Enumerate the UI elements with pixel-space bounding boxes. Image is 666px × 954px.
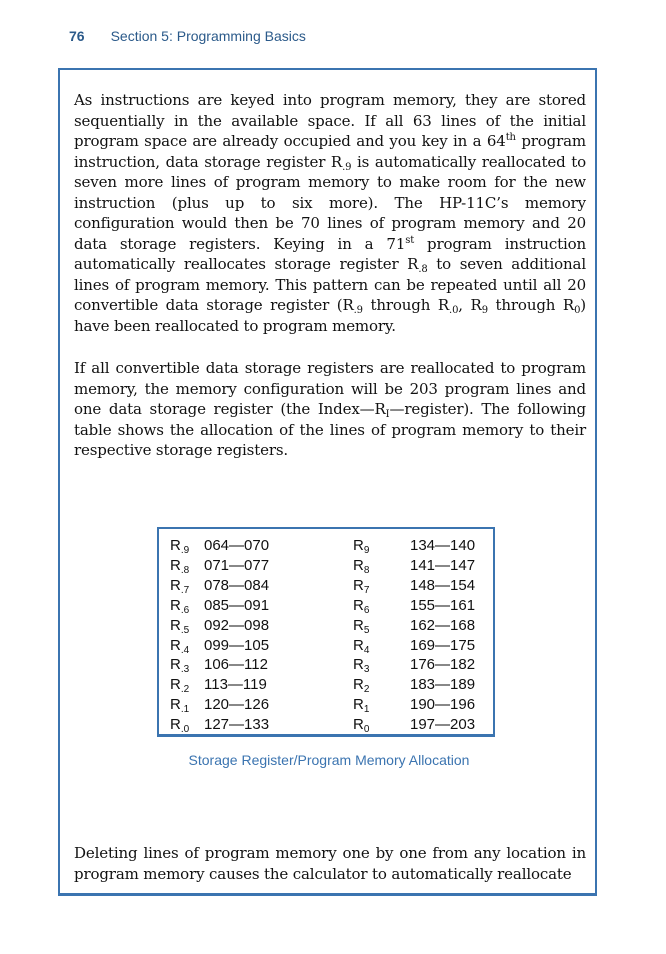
- left-line-range: 092—098: [204, 616, 270, 634]
- right-register: $R_5$: [353, 616, 370, 636]
- table-caption: [0, 752, 666, 768]
- right-line-range: 183—189: [410, 676, 476, 694]
- left-register: $R_{.6}$: [170, 596, 190, 616]
- left-register: $R_{.8}$: [170, 556, 190, 576]
- left-line-range: 113—119: [204, 676, 267, 694]
- page-number: 76: [69, 28, 85, 44]
- section-title: Section 5: Programming Basics: [110, 28, 306, 44]
- right-register: $R_9$: [353, 537, 370, 556]
- paragraph-deleting-lines: Deleting lines of program memory one by one from any location in program memory causes the calculator to automatically reallocate: [74, 844, 586, 883]
- left-register: $R_{.5}$: [170, 616, 190, 636]
- table-row: [159, 617, 493, 637]
- right-register: $R_0$: [353, 716, 370, 736]
- right-line-range: 162—168: [410, 616, 476, 634]
- right-line-range: 134—140: [410, 537, 476, 554]
- right-register: $R_6$: [353, 596, 370, 616]
- right-register: $R_3$: [353, 656, 370, 676]
- left-line-range: 071—077: [204, 556, 270, 574]
- left-line-range: 085—091: [204, 596, 270, 614]
- right-line-range: 190—196: [410, 696, 476, 714]
- table-row: [159, 577, 493, 597]
- right-line-range: 148—154: [410, 576, 476, 594]
- table-row: [159, 537, 493, 557]
- left-register: $R_{.4}$: [170, 636, 190, 656]
- table-row: [159, 637, 493, 657]
- right-line-range: 155—161: [410, 596, 476, 614]
- left-register: $R_{.2}$: [170, 676, 190, 696]
- table-row: [159, 696, 493, 716]
- right-line-range: 141—147: [410, 556, 476, 574]
- left-register: $R_{.7}$: [170, 576, 190, 596]
- table-row: [159, 716, 493, 736]
- left-register: $R_{.9}$: [170, 537, 190, 556]
- right-line-range: 169—175: [410, 636, 476, 654]
- table-row: [159, 557, 493, 577]
- left-line-range: 127—133: [204, 716, 270, 734]
- paragraph-program-memory: As instructions are keyed into program memory, they are stored sequentially in the available space. If all 63 lines of the initial program space are already occupied and you key in a 64th program instruction, data storage register $R_{.9}$ is automatically reallocated to seven more lines of program memory to make room for the new instruction (plus up to six more). The HP-11C’s memory configuration would then be 70 lines of program memory and 20 data storage registers. Keying in a 71st program instruction automatically reallocates storage register $R_{.8}$ to seven additional lines of program memory. This pattern can be repeated until all 20 convertible data storage register ($R_{.9}$ through $R_{.0}$, $R_9$ through $R_0$) have been reallocated to program memory.: [74, 91, 587, 335]
- allocation-table: [157, 527, 495, 737]
- caption-text: Storage Register/Program Memory Allocation: [188, 752, 470, 768]
- paragraph-reallocation: If all convertible data storage registers are reallocated to program memory, the memory configuration will be 203 program lines and one data storage register (the $Index—R_I—register$). The following table shows the allocation of the lines of program memory to their respective storage registers.: [74, 359, 586, 459]
- right-line-range: 176—182: [410, 656, 476, 674]
- right-register: $R_4$: [353, 636, 370, 656]
- left-line-range: 064—070: [204, 537, 270, 554]
- left-line-range: 106—112: [204, 656, 268, 674]
- left-register: $R_{.0}$: [170, 716, 190, 736]
- left-line-range: 099—105: [204, 636, 270, 654]
- page-header: [69, 28, 306, 44]
- right-line-range: 197—203: [410, 716, 476, 734]
- left-register: $R_{.1}$: [170, 696, 190, 716]
- right-register: $R_7$: [353, 576, 370, 596]
- left-line-range: 120—126: [204, 696, 270, 714]
- left-line-range: 078—084: [204, 576, 270, 594]
- right-register: $R_1$: [353, 696, 370, 716]
- table-row: [159, 656, 493, 676]
- table-row: [159, 597, 493, 617]
- left-register: $R_{.3}$: [170, 656, 190, 676]
- table-row: [159, 676, 493, 696]
- right-register: $R_8$: [353, 556, 370, 576]
- right-register: $R_2$: [353, 676, 370, 696]
